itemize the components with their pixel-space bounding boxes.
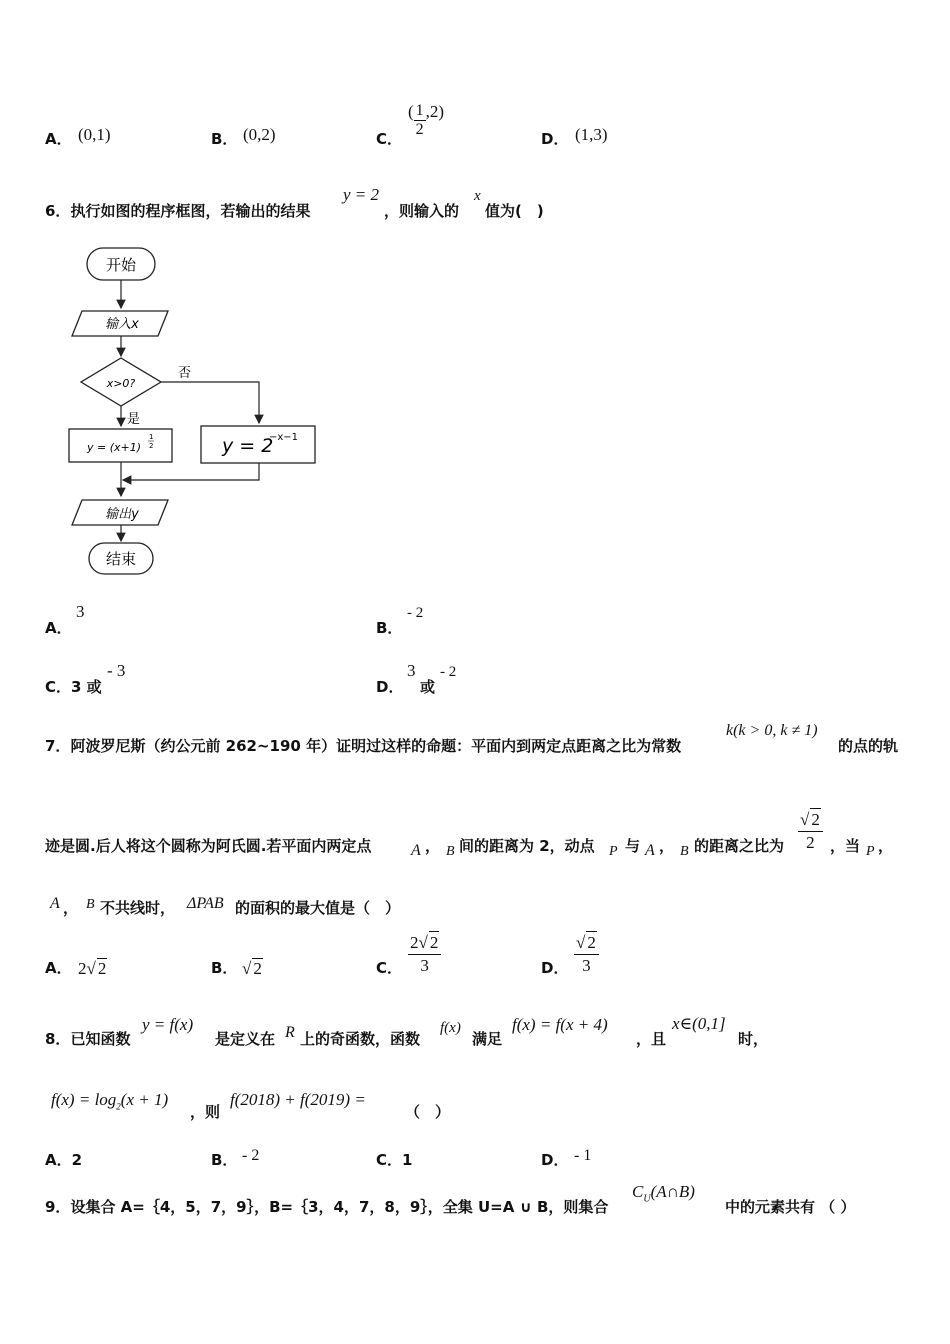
q5-c-num: 1 <box>415 102 424 119</box>
q7-number: 7． <box>45 737 71 755</box>
q7-line3-comma: ， <box>63 899 79 917</box>
q9-stem <box>45 1196 608 1217</box>
q7-line2-b: 间的距离为 2，动点 <box>459 837 595 855</box>
q9-math-c: C <box>632 1182 644 1201</box>
q6-text3: 值为( ) <box>485 202 544 220</box>
q7-line1-end: 的点的轨 <box>838 737 899 755</box>
q6-stem <box>45 200 310 221</box>
q6-number: 6． <box>45 202 71 220</box>
flow-no-label: 否 <box>178 366 192 381</box>
q5-c-den: 2 <box>415 121 424 138</box>
q6-option-a-value: 3 <box>76 602 85 621</box>
q7-yu: 与 <box>625 837 641 855</box>
q8-t2: 是定义在 <box>215 1030 276 1048</box>
q7-line1 <box>45 735 681 756</box>
q7-point-a-2: A <box>645 842 655 859</box>
q8-t1: 已知函数 <box>70 1030 131 1048</box>
q8-t5: ，且 <box>636 1030 667 1048</box>
q7-line3-a: A <box>50 895 60 912</box>
q8-t3: 上的奇函数，函数 <box>300 1030 421 1048</box>
q7-option-b-label: B． <box>211 959 238 977</box>
flow-no-exp: −x−1 <box>269 432 299 443</box>
flow-end-text: 结束 <box>105 550 137 568</box>
q6-text2: ，则输入的 <box>384 202 460 220</box>
q7-point-b: B <box>446 844 455 859</box>
q5-option-d-value: (1,3) <box>575 125 608 144</box>
q7-ratio-num-rad: 2 <box>811 810 820 829</box>
q7-b-rad: 2 <box>253 959 262 978</box>
q8-number: 8． <box>45 1030 71 1048</box>
q8-t4: 满足 <box>472 1030 503 1048</box>
q9-math <box>632 1182 695 1204</box>
q7-line2-d: ，当 <box>830 837 861 855</box>
flow-yes-exp-den: 2 <box>149 442 154 450</box>
q7-line3-text: 不共线时， <box>100 899 176 917</box>
flow-arrow-no-merge <box>123 463 259 480</box>
q8-option-c: C．1 <box>376 1151 413 1169</box>
q7-option-a-value: 2√ 2 <box>78 959 107 978</box>
q5-option-a-value: (0,1) <box>78 125 111 144</box>
q7-triangle: ΔPAB <box>187 895 224 912</box>
q8-line2-m1 <box>51 1090 168 1111</box>
q7-option-b-value: √ 2 <box>242 959 262 978</box>
flow-start-text: 开始 <box>105 256 137 274</box>
q7-a-coef: 2 <box>78 959 87 978</box>
q8-log-base: 2 <box>116 1101 121 1112</box>
q7-line2-a: 迹是圆.后人将这个圆称为阿氏圆.若平面内两定点 <box>45 837 372 855</box>
q7-line3-b: B <box>86 897 95 912</box>
q7-line2-end: ， <box>878 837 894 855</box>
q8-option-b-label: B． <box>211 1151 238 1169</box>
q7-option-a-label: A． <box>45 959 72 977</box>
q6-option-a-label: A． <box>45 619 72 637</box>
q7-c-num: 2√ 2 <box>408 931 441 955</box>
q7-option-d-value <box>574 931 599 977</box>
q5-option-b-label: B． <box>211 130 238 148</box>
q7-line3-end: 的面积的最大值是（ ） <box>235 899 401 917</box>
q8-t6: 时， <box>738 1030 769 1048</box>
q7-c-num-coef: 2 <box>410 933 419 952</box>
q8-line2-t2: （ ） <box>405 1103 451 1121</box>
q7-c-num-rad: 2 <box>429 933 439 952</box>
q7-d-num-rad: 2 <box>587 933 596 952</box>
flow-output-text: 输出y <box>105 507 139 522</box>
flow-yes-label: 是 <box>127 412 141 427</box>
q8-m3: f(x) = f(x + 4) <box>512 1015 608 1034</box>
q5-option-d-label: D． <box>541 130 569 148</box>
q7-a-rad: 2 <box>97 959 107 978</box>
flow-arrow-no <box>161 382 259 423</box>
q9-text: 设集合 A=｛4，5，7，9｝，B=｛3，4，7，8，9｝，全集 U=A ∪ B，则集合 <box>70 1198 609 1216</box>
q8-line2-t1: ，则 <box>190 1103 221 1121</box>
q5-c-open: ( <box>408 102 414 121</box>
q7-d-den: 3 <box>582 956 591 975</box>
flow-yes-formula: y = (x+1) <box>87 441 142 454</box>
q6-option-c-label: C．3 或 <box>45 678 102 696</box>
q6-condition: y = 2 <box>343 185 380 204</box>
q8-lead <box>45 1028 130 1049</box>
q8-m2: f(x) <box>440 1020 461 1036</box>
q5-option-a-label: A． <box>45 130 72 148</box>
q6-option-d-value2: - 2 <box>440 664 457 680</box>
q7-option-d-label: D． <box>541 959 569 977</box>
q7-option-c-label: C． <box>376 959 403 977</box>
q6-option-c-value: - 3 <box>107 661 126 680</box>
q7-ratio-den: 2 <box>806 833 815 852</box>
q6-var: x <box>474 188 481 204</box>
q7-line2-c: 的距离之比为 <box>694 837 785 855</box>
q6-text1: 执行如图的程序框图，若输出的结果 <box>70 202 311 220</box>
q9-end: 中的元素共有 （ ） <box>725 1198 856 1216</box>
q8-line2-m2: f(2018) + f(2019) = <box>230 1090 366 1109</box>
flowchart <box>60 240 330 580</box>
q7-ratio <box>798 808 823 854</box>
flow-no-formula: y = 2 <box>222 435 274 457</box>
q7-point-b-2: B <box>680 844 689 859</box>
q7-comma-2: ， <box>659 837 675 855</box>
q9-math-sub: U <box>643 1193 651 1205</box>
q6-option-b-label: B． <box>376 619 403 637</box>
q6-option-d-value1: 3 <box>407 661 416 680</box>
q7-point-a: A <box>411 842 421 859</box>
q6-option-b-value: - 2 <box>407 605 424 621</box>
q8-log: f(x) = log <box>51 1090 117 1109</box>
q7-option-c-value <box>408 931 441 977</box>
q8-option-b-value: - 2 <box>242 1147 260 1164</box>
flow-input-text: 输入x <box>105 317 139 332</box>
q7-line1-text: 阿波罗尼斯（约公元前 262~190 年）证明过这样的命题：平面内到两定点距离之比为常数 <box>70 737 682 755</box>
q8-option-a: A．2 <box>45 1151 83 1169</box>
q8-option-d-label: D． <box>541 1151 569 1169</box>
q6-option-d-label: D． <box>376 678 404 696</box>
q8-r: R <box>285 1024 295 1041</box>
q5-option-b-value: (0,2) <box>243 125 276 144</box>
flow-yes-exp-num: 1 <box>149 433 154 441</box>
q9-math-rest: (A∩B) <box>650 1182 695 1201</box>
q8-m1: y = f(x) <box>142 1015 194 1034</box>
q5-c-tail: ,2) <box>425 102 445 121</box>
q7-point-p: P <box>609 844 618 859</box>
flow-decision-text: x>0? <box>106 377 136 390</box>
q8-option-d-value: - 1 <box>574 1147 592 1164</box>
q7-d-num: √ 2 <box>574 931 599 955</box>
q8-m4: x∈(0,1] <box>672 1014 726 1033</box>
q7-ratio-num: √ 2 <box>798 808 823 832</box>
q7-c-den: 3 <box>420 956 429 975</box>
q5-c-fraction <box>414 102 426 139</box>
q5-option-c-label: C． <box>376 130 403 148</box>
q6-option-d-or: 或 <box>420 678 436 696</box>
q5-option-c-value <box>408 102 444 139</box>
q9-number: 9． <box>45 1198 71 1216</box>
q7-point-p-2: P <box>866 844 875 859</box>
q7-comma-1: ， <box>425 837 441 855</box>
q7-line1-math: k(k > 0, k ≠ 1) <box>726 722 818 739</box>
q8-log-arg: (x + 1) <box>120 1090 169 1109</box>
